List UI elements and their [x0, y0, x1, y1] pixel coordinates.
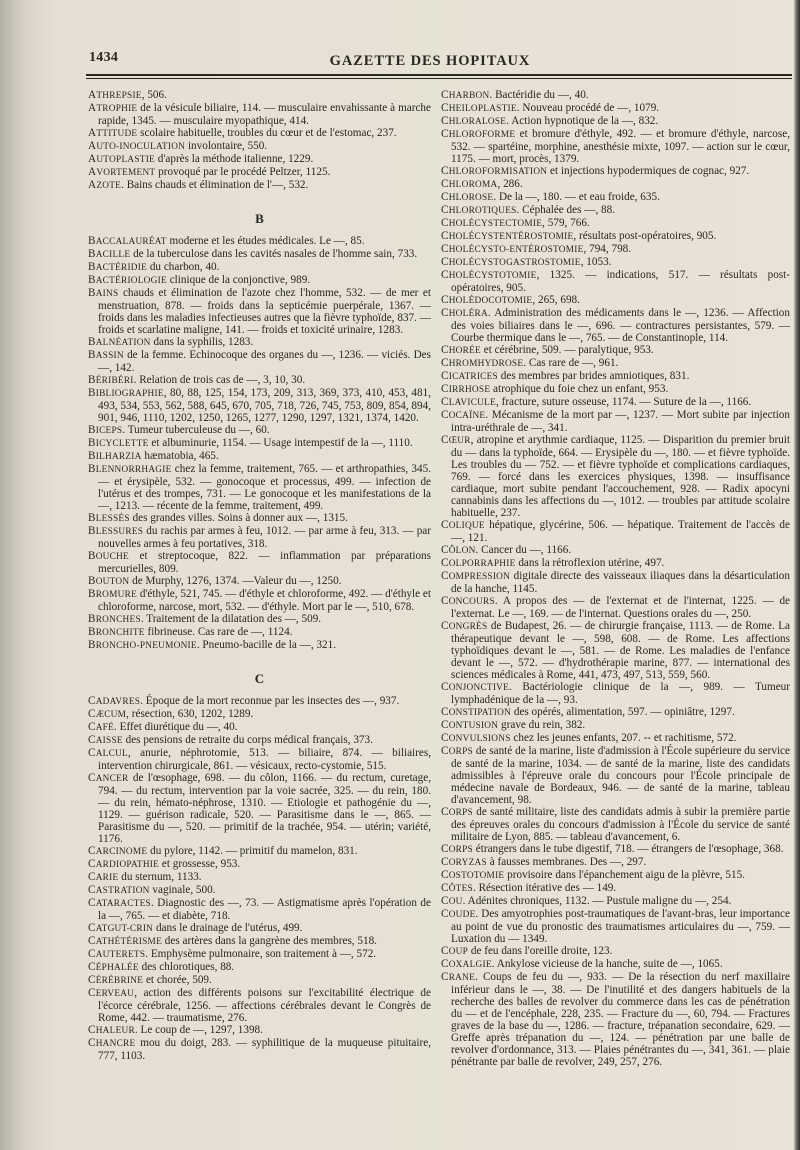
entry-headword: BLESSURES	[88, 525, 144, 537]
index-entry	[441, 895, 790, 908]
entry-headword: ATTITUDE	[88, 127, 138, 139]
index-entry	[441, 958, 790, 971]
entry-headword: CHLOROSE	[441, 191, 494, 203]
entry-headword: CERVEAU	[88, 987, 135, 999]
index-entry	[88, 261, 431, 274]
entry-text: des opérés, alimentation, 597. — opiniâtre, 1297.	[511, 706, 735, 718]
entry-headword: BÉRIBÉRI	[88, 374, 134, 386]
entry-text: . Ankylose vicieuse de la hanche, suite de —, 1065.	[491, 958, 723, 970]
entry-text: de la femme. Echinocoque des organes du —, 1236. — viciés. Des —, 142.	[98, 349, 431, 374]
index-entry	[88, 512, 431, 525]
index-entry	[88, 708, 431, 721]
entry-text: scolaire habituelle, troubles du cœur et de l'estomac, 237.	[137, 127, 397, 139]
entry-text: de santé militaire, liste des candidats admis à subir la première partie des épreuves orales du concours d'admission à l'École du service de santé militaire de Lyon, 885. — tableau d'avancement, 6.	[451, 806, 790, 843]
entry-headword: CHOLÉCYSTOGASTROSTOMIE	[441, 256, 581, 268]
entry-text: . Diagnostic des —, 73. — Astigmatisme après l'opération de la —, 765. — et diabète, 718.	[98, 897, 431, 922]
entry-text: . Des amyotrophies post-traumatiques de l'avant-bras, leur importance au point de vue du pronostic des traumatismes articulaires du —, 759. — Luxation du — 1349.	[451, 908, 790, 945]
entry-text: dans la rétroflexion utérine, 497.	[515, 557, 665, 569]
entry-text: . Résection itérative des — 149.	[472, 882, 617, 894]
index-entry	[88, 166, 431, 179]
index-entry	[88, 179, 431, 192]
entry-headword: CORPS	[441, 806, 473, 818]
entry-text: hæmatobia, 465.	[141, 450, 219, 462]
entry-text: de la tuberculose dans les cavités nasales de l'homme sain, 733.	[130, 248, 418, 260]
entry-headword: BIBLIOGRAPHIE	[88, 387, 164, 399]
entry-headword: CHLOROMA	[441, 178, 498, 190]
page-number: 1434	[89, 50, 119, 65]
entry-text: , action des différents poisons sur l'excitabilité électrique de l'écorce cérébrale, 1256. — affections cérébrales devant le Congrès de Rome, 442. — traumatisme, 276.	[98, 987, 431, 1024]
index-entry	[441, 243, 790, 256]
entry-headword: CLAVICULE	[441, 396, 496, 408]
entry-text: et grossesse, 953.	[159, 858, 241, 870]
index-entry	[441, 357, 790, 370]
index-entry	[88, 127, 431, 140]
index-entry	[88, 153, 431, 166]
entry-text: , 794, 798.	[583, 243, 632, 255]
index-entry	[441, 165, 790, 178]
entry-headword: COMPRESSION	[441, 570, 511, 582]
index-entry	[88, 274, 431, 287]
entry-text: , fracture, suture osseuse, 1174. — Suture de la —, 1166.	[496, 396, 752, 408]
section-letter-heading: C	[254, 671, 265, 686]
entry-text: . Bactériologie clinique de la —, 989. — Tumeur lymphadénique de la —, 93.	[451, 681, 790, 706]
index-entry	[88, 897, 431, 922]
index-entry	[88, 695, 431, 708]
index-entry	[88, 639, 431, 652]
index-entry	[88, 102, 431, 127]
entry-headword: CONCOURS	[441, 595, 495, 607]
entry-headword: BASSIN	[88, 349, 124, 361]
entry-text: dans la syphilis, 1283.	[150, 336, 254, 348]
entry-headword: BLESSÉS	[88, 512, 130, 524]
entry-text: atrophique du foie chez un enfant, 953.	[490, 383, 669, 395]
entry-headword: CARCINOME	[88, 845, 148, 857]
entry-text: . Traitement de la dilatation des —, 509.	[140, 613, 322, 625]
entry-headword: CÔLON	[441, 544, 476, 556]
section-letter-heading: B	[255, 211, 264, 226]
index-entry	[88, 575, 431, 588]
entry-text: . Mécanisme de la mort par —, 1237. — Mort subite par injection intra-uréthrale de —, 341.	[451, 409, 790, 434]
entry-headword: CATARACTES	[88, 897, 151, 909]
entry-headword: BRONCHO-PNEUMONIE	[88, 639, 197, 651]
entry-text: chez les jeunes enfants, 207. -- et rachitisme, 572.	[510, 732, 737, 744]
entry-text: . De la —, 180. — et eau froide, 635.	[493, 191, 660, 203]
entry-text: , anurie, néphrotomie, 513. — biliaire, 874. — biliaires, intervention chirurgicale, 861. — vésicaux, recto-cystomie, 515.	[98, 747, 431, 772]
entry-headword: CONSTIPATION	[441, 706, 512, 718]
index-entry	[88, 747, 431, 772]
index-entry	[88, 525, 431, 550]
entry-text: du charbon, 40.	[147, 261, 220, 273]
index-entry	[441, 595, 790, 620]
entry-headword: CARIE	[88, 871, 119, 883]
entry-text: , 1053.	[580, 256, 612, 268]
index-entry	[441, 869, 790, 882]
entry-headword: ATHREPSIE	[88, 89, 142, 101]
index-entry	[441, 945, 790, 958]
entry-text: moderne et les études médicales. Le —, 85.	[166, 235, 365, 247]
binding-edge	[794, 0, 800, 1150]
index-entry	[441, 706, 790, 719]
index-entry	[441, 620, 790, 681]
entry-headword: COLIQUE	[441, 519, 485, 531]
entry-headword: CHOLÉCYSTO-ENTÉROSTOMIE	[441, 243, 584, 255]
index-entry	[441, 519, 790, 544]
entry-headword: BACTÉRIOLOGIE	[88, 274, 167, 286]
entry-text: . Époque de la mort reconnue par les insectes des —, 937.	[140, 695, 400, 707]
entry-headword: COCAÏNE	[441, 409, 486, 421]
entry-headword: AZOTE	[88, 179, 122, 191]
entry-headword: AUTOPLASTIE	[88, 153, 155, 165]
entry-text: provisoire dans l'épanchement aigu de la plèvre, 515.	[504, 869, 745, 881]
index-entry	[441, 882, 790, 895]
index-entry	[88, 884, 431, 897]
entry-headword: BICYCLETTE	[88, 437, 149, 449]
index-entry	[88, 287, 431, 336]
entry-headword: COSTOTOMIE	[441, 869, 505, 881]
entry-text: , résection, 630, 1202, 1289.	[126, 708, 254, 720]
entry-text: . A propos des — de l'externat et de l'internat, 1225. — de l'externat. Le —, 169. — de l'internat. Questions orales du —, 250.	[451, 595, 790, 620]
entry-text: , 579, 766.	[542, 217, 590, 229]
entry-text: des membres par brides amniotiques, 831.	[497, 370, 690, 382]
entry-text: hépatique, glycérine, 506. — hépatique. Traitement de l'accès de —, 121.	[451, 519, 790, 544]
entry-headword: BRONCHITE	[88, 626, 145, 638]
entry-headword: CHANCRE	[88, 1037, 136, 1049]
index-entry	[441, 719, 790, 732]
entry-headword: CATHÉTÉRISME	[88, 935, 162, 947]
index-entry	[441, 383, 790, 396]
index-entry	[441, 908, 790, 945]
index-entry	[441, 856, 790, 869]
index-entry	[441, 230, 790, 243]
index-entry	[88, 871, 431, 884]
entry-headword: CATGUT-CRIN	[88, 922, 154, 934]
index-entry	[441, 544, 790, 557]
index-entry	[88, 1024, 431, 1037]
entry-text: et cérébrine, 509. — paralytique, 953.	[480, 344, 654, 356]
index-entry	[88, 935, 431, 948]
entry-text: à fausses membranes. Des —, 297.	[486, 856, 647, 868]
entry-headword: CHOLÉCYSTENTÉROSTOMIE	[441, 230, 574, 242]
index-entry	[441, 570, 790, 595]
entry-text: involontaire, 550.	[185, 140, 268, 152]
entry-text: des pensions de retraite du corps médical français, 373.	[122, 734, 373, 746]
index-entry	[88, 89, 431, 102]
entry-headword: BALNÉATION	[88, 336, 151, 348]
entry-headword: CHALEUR	[88, 1024, 135, 1036]
entry-headword: CHLOROTIQUES	[441, 204, 517, 216]
index-entry	[88, 1037, 431, 1062]
entry-headword: CHOLÉRA	[441, 307, 488, 319]
entry-text: . Action hypnotique de la —, 832.	[506, 115, 659, 127]
entry-headword: COXALGIE	[441, 958, 492, 970]
entry-text: . Coups de feu du —, 933. — De la résection du nerf maxillaire inférieur dans le —, 38. — De l'inutilité et des dangers habituels de la recherche des balles de revolver du commerce dans les cas de pénétration du — et de l'encéphale, 228, 235. — Fracture du —, 60, 794. — Fractures graves de la base du —, 1286. — fracture, trépanation secondaire, 629. — Greffe après trépanation du —, 124. — pénétration par une balle de revolver d'ordonnance, 313. — Plaies pénétrantes du —, 341, 361. — plaie pénétrante par balle de revolver, 249, 257, 276.	[451, 971, 790, 1068]
entry-headword: BILHARZIA	[88, 450, 142, 462]
entry-headword: CAUTERETS	[88, 948, 146, 960]
entry-text: et streptocoque, 822. — inflammation par préparations mercurielles, 809.	[98, 550, 431, 575]
entry-headword: BROMURE	[88, 588, 137, 600]
entry-text: , 286.	[497, 178, 523, 190]
entry-headword: BACCALAURÉAT	[88, 235, 167, 247]
index-entry	[88, 349, 431, 374]
entry-text: clinique de la conjonctive, 989.	[166, 274, 311, 286]
index-entry	[441, 681, 790, 706]
entry-text: , 80, 88, 125, 154, 173, 209, 313, 369, 373, 410, 453, 481, 493, 534, 553, 562, 588, 645, 670, 705, 718, 726, 745, 753, 809, 854, 894, 901, 946, 1110, 1202, 1250, 1265, 1277, 1290, 1297, 1321, 1374, 1420.	[98, 387, 431, 424]
index-entry	[88, 626, 431, 639]
entry-text: . Pneumo-bacille de la —, 321.	[196, 639, 337, 651]
entry-headword: BACTÉRIDIE	[88, 261, 148, 273]
entry-text: mou du doigt, 283. — syphilitique de la muqueuse pituitaire, 777, 1103.	[98, 1037, 431, 1062]
entry-text: . Relation de trois cas de —, 3, 10, 30.	[133, 374, 306, 386]
entry-headword: AUTO-INOCULATION	[88, 140, 186, 152]
entry-text: de feu dans l'oreille droite, 123.	[468, 945, 613, 957]
entry-text: . Nouveau procédé de —, 1079.	[516, 102, 660, 114]
index-entry	[88, 721, 431, 734]
entry-headword: CONTUSION	[441, 719, 499, 731]
index-entry	[88, 613, 431, 626]
entry-text: provoqué par le procédé Peltzer, 1125.	[155, 166, 331, 178]
index-entry	[441, 102, 790, 115]
index-entry	[88, 235, 431, 248]
entry-headword: CÔTES	[441, 882, 473, 894]
entry-text: . Tumeur tuberculeuse du —, 60.	[122, 424, 270, 436]
entry-headword: CAISSE	[88, 734, 123, 746]
entry-headword: BAINS	[88, 287, 119, 299]
index-entry	[88, 845, 431, 858]
entry-headword: CRANE	[441, 971, 476, 983]
entry-text: , atropine et arythmie cardiaque, 1125. — Disparition du premier bruit du — dans la typhoïde, 664. — Erysipèle du —, 180. — et fièvre typhoïde. Les troubles du — 752. — et fièvre typhoïde et complications cardiaques, 769. — forcé dans les exercices physiques, 1398. — insuffisance cardiaque, mort subite pendant l'accouchement, 928. — Radix apocyni cannabinis dans les affections du —, 1012. — troubles par attitude scolaire habituelle, 237.	[451, 434, 790, 519]
index-entry	[88, 248, 431, 261]
entry-text: . Céphalée des —, 88.	[516, 204, 616, 216]
entry-text: des grandes villes. Soins à donner aux —, 1315.	[129, 512, 348, 524]
entry-text: . Emphysème pulmonaire, son traitement à —, 572.	[145, 948, 377, 960]
entry-headword: CONVULSIONS	[441, 732, 511, 744]
entry-headword: CHOLÉCYSTECTOMIE	[441, 217, 543, 229]
running-title: GAZETTE DES HOPITAUX	[329, 53, 531, 69]
entry-text: d'éthyle, 521, 745. — d'éthyle et chloroforme, 492. — d'éthyle et chloroforme, narcose, mort, 532. — d'éthyle. Mort par le —, 510, 678.	[98, 588, 431, 613]
entry-headword: BRONCHES	[88, 613, 141, 625]
entry-headword: CONGRÈS	[441, 620, 488, 632]
entry-headword: CÉPHALÉE	[88, 961, 139, 973]
entry-text: . Bactéridie du —, 40.	[489, 89, 589, 101]
index-entry	[441, 557, 790, 570]
entry-headword: COUP	[441, 945, 469, 957]
entry-headword: CHLOROFORMISATION	[441, 165, 548, 177]
entry-text: de santé de la marine, liste d'admission à l'École supérieure du service de santé de la marine, 1034. — de santé de la marine, liste des candidats admissibles à l'épreuve orale du concours pour l'École principale de médecine navale de Bordeaux, 946. — de santé de la marine, tableau d'avancement, 98.	[451, 745, 790, 806]
entry-headword: CHARBON	[441, 89, 490, 101]
entry-text: dans le drainage de l'utérus, 499.	[153, 922, 303, 934]
index-entry	[441, 256, 790, 269]
index-entry	[441, 178, 790, 191]
entry-text: fibrineuse. Cas rare de —, 1124.	[144, 626, 293, 638]
entry-headword: ATROPHIE	[88, 102, 138, 114]
entry-text: des artères dans la gangrène des membres, 518.	[162, 935, 377, 947]
entry-headword: CÉRÉBRINE	[88, 974, 144, 986]
entry-headword: BOUCHE	[88, 550, 129, 562]
entry-headword: COUDE	[441, 908, 476, 920]
entry-headword: CORYZAS	[441, 856, 487, 868]
entry-headword: CHOLÉDOCOTOMIE	[441, 294, 533, 306]
entry-headword: COU	[441, 895, 463, 907]
entry-headword: BOUTON	[88, 575, 130, 587]
index-entry	[88, 140, 431, 153]
index-entry	[88, 961, 431, 974]
index-entry	[441, 128, 790, 165]
index-entry	[88, 424, 431, 437]
entry-text: chez la femme, traitement, 765. — et arthropathies, 345. — et érysipèle, 532. — gonocoque et processus, 499. — infection de l'utérus et des trompes, 731. — Le gonocoque et les manifestations de la —, 1213. — récente de la femme, traitement, 499.	[98, 463, 431, 512]
entry-text: , résultats post-opératoires, 905.	[573, 230, 717, 242]
index-entry	[441, 434, 790, 519]
entry-text: . Le coup de —, 1297, 1398.	[134, 1024, 263, 1036]
entry-text: digitale directe des vaisseaux iliaques dans la désarticulation de la hanche, 1145.	[451, 570, 790, 595]
entry-headword: COLPORRAPHIE	[441, 557, 516, 569]
entry-text: , 1325. — indications, 517. — résultats post-opératoires, 905.	[451, 269, 790, 294]
index-entry	[441, 344, 790, 357]
index-entry	[441, 115, 790, 128]
entry-text: , 506.	[141, 89, 167, 101]
entry-text: chauds et élimination de l'azote chez l'homme, 532. — de mer et menstruation, 878. — froids dans la septicémie puerpérale, 1367. — froids dans les maladies infectieuses autres que la fièvre typhoïde, 837. — froids et scarlatine maligne, 141. — froids et toxicité urinaire, 1283.	[98, 287, 431, 336]
entry-headword: CŒUR	[441, 434, 471, 446]
index-entry	[88, 974, 431, 987]
entry-text: du pylore, 1142. — primitif du mamelon, 831.	[147, 845, 358, 857]
index-entry	[441, 204, 790, 217]
entry-text: du rachis par armes à feu, 1012. — par arme à feu, 313. — par nouvelles armes à feu portatives, 318.	[98, 525, 431, 550]
entry-text: des chlorotiques, 88.	[138, 961, 235, 973]
entry-headword: CANCER	[88, 772, 129, 784]
index-entry	[441, 294, 790, 307]
entry-text: du sternum, 1133.	[118, 871, 202, 883]
entry-headword: CÆCUM	[88, 708, 127, 720]
left-column	[88, 89, 431, 1062]
entry-text: et chorée, 509.	[143, 974, 212, 986]
entry-text: de Murphy, 1276, 1374. —Valeur du —, 1250.	[129, 575, 342, 587]
index-entry	[441, 89, 790, 102]
index-entry	[88, 922, 431, 935]
entry-headword: CONJONCTIVE	[441, 681, 510, 693]
index-entry	[88, 772, 431, 845]
index-entry	[88, 858, 431, 871]
entry-headword: CORPS	[441, 843, 473, 855]
index-entry	[441, 843, 790, 856]
entry-headword: CICATRICES	[441, 370, 498, 382]
index-entry	[88, 374, 431, 387]
index-entry	[441, 396, 790, 409]
index-entry	[441, 971, 790, 1068]
entry-headword: CARDIOPATHIE	[88, 858, 160, 870]
index-entry	[88, 948, 431, 961]
entry-headword: CHOLÉCYSTOTOMIE	[441, 269, 537, 281]
index-entry	[88, 336, 431, 349]
entry-text: . Cancer du —, 1166.	[475, 544, 572, 556]
entry-text: grave du rein, 382.	[498, 719, 586, 731]
entry-headword: CHLOROFORME	[441, 128, 516, 140]
entry-headword: CADAVRES	[88, 695, 141, 707]
index-entry	[88, 734, 431, 747]
entry-text: de l'œsophage, 698. — du côlon, 1166. — du rectum, curetage, 794. — du rectum, intervention par la voie sacrée, 325. — du rein, 180. — du rein, hémato-néphrose, 1310. — Etiologie et pathogénie du —, 1129. — guérison radicale, 520. — Parasitisme dans le —, 865. — Parasitisme du —, 520. — primitif de la trachée, 954. — utérin; variété, 1176.	[98, 772, 431, 845]
right-column	[441, 89, 790, 1068]
entry-headword: CORPS	[441, 745, 473, 757]
entry-text: . Adénites chroniques, 1132. — Pustule maligne du —, 254.	[462, 895, 732, 907]
entry-text: . Administration des médicaments dans le —, 1236. — Affection des voies biliaires dans le —, 696. — contractures persistantes, 579. — Courbe thermique dans le —, 765. — de Constantinople, 114.	[451, 307, 790, 344]
entry-headword: CALCUL	[88, 747, 128, 759]
entry-headword: CHORÉE	[441, 344, 481, 356]
index-entry	[88, 987, 431, 1024]
entry-headword: AVORTEMENT	[88, 166, 156, 178]
entry-text: et albuminurie, 1154. — Usage intempestif de la —, 1110.	[148, 437, 413, 449]
entry-headword: BICEPS	[88, 424, 123, 436]
entry-headword: CIRRHOSE	[441, 383, 491, 395]
entry-text: étrangers dans le tube digestif, 718. — étrangers de l'œsophage, 368.	[472, 843, 784, 855]
entry-headword: CHLORALOSE	[441, 115, 507, 127]
entry-headword: BLENNORRHAGIE	[88, 463, 172, 475]
entry-text: de Budapest, 26. — de chirurgie française, 1113. — de Rome. La thérapeutique devant le —, 598, 608. — de Rome. Les affections typhoïdiques devant le —, 581. — de Rome. Les maladies de l'enfance devant le —, 572. — d'hydrothérapie marine, 877. — international des sciences médicales à Rome, 441, 473, 497, 513, 559, 560.	[451, 620, 790, 681]
entry-text: . Bains chauds et élimination de l'—, 532.	[121, 179, 309, 191]
entry-headword: CHROMHYDROSE	[441, 357, 524, 369]
header-rule	[86, 74, 792, 79]
index-entry	[441, 269, 790, 294]
index-entry	[441, 806, 790, 843]
entry-text: . Effet diurétique du —, 40.	[114, 721, 238, 733]
entry-text: et injections hypodermiques de cognac, 927.	[547, 165, 750, 177]
index-entry	[88, 588, 431, 613]
index-entry	[441, 217, 790, 230]
entry-headword: CAFÉ	[88, 721, 115, 733]
entry-text: , 265, 698.	[532, 294, 580, 306]
index-entry	[88, 437, 431, 450]
index-entry	[441, 370, 790, 383]
index-entry	[441, 191, 790, 204]
index-entry	[441, 307, 790, 344]
entry-headword: CASTRATION	[88, 884, 150, 896]
entry-text: d'après la méthode italienne, 1229.	[154, 153, 314, 165]
entry-headword: CHEILOPLASTIE	[441, 102, 517, 114]
index-entry	[88, 550, 431, 575]
entry-text: et bromure d'éthyle, 492. — et bromure d'éthyle, narcose, 532. — spartéine, morphine, anesthésie mixte, 1097. — action sur le cœur, 1175. — mort, procès, 1379.	[451, 128, 790, 165]
index-entry	[441, 745, 790, 806]
entry-text: de la vésicule biliaire, 114. — musculaire envahissante à marche rapide, 1345. — musculaire myopathique, 414.	[98, 102, 431, 127]
entry-text: vaginale, 500.	[149, 884, 216, 896]
entry-text: . Cas rare de —, 961.	[523, 357, 619, 369]
index-entry	[441, 409, 790, 434]
index-entry	[441, 732, 790, 745]
index-entry	[88, 463, 431, 512]
entry-headword: BACILLE	[88, 248, 131, 260]
index-entry	[88, 387, 431, 424]
index-entry	[88, 450, 431, 463]
